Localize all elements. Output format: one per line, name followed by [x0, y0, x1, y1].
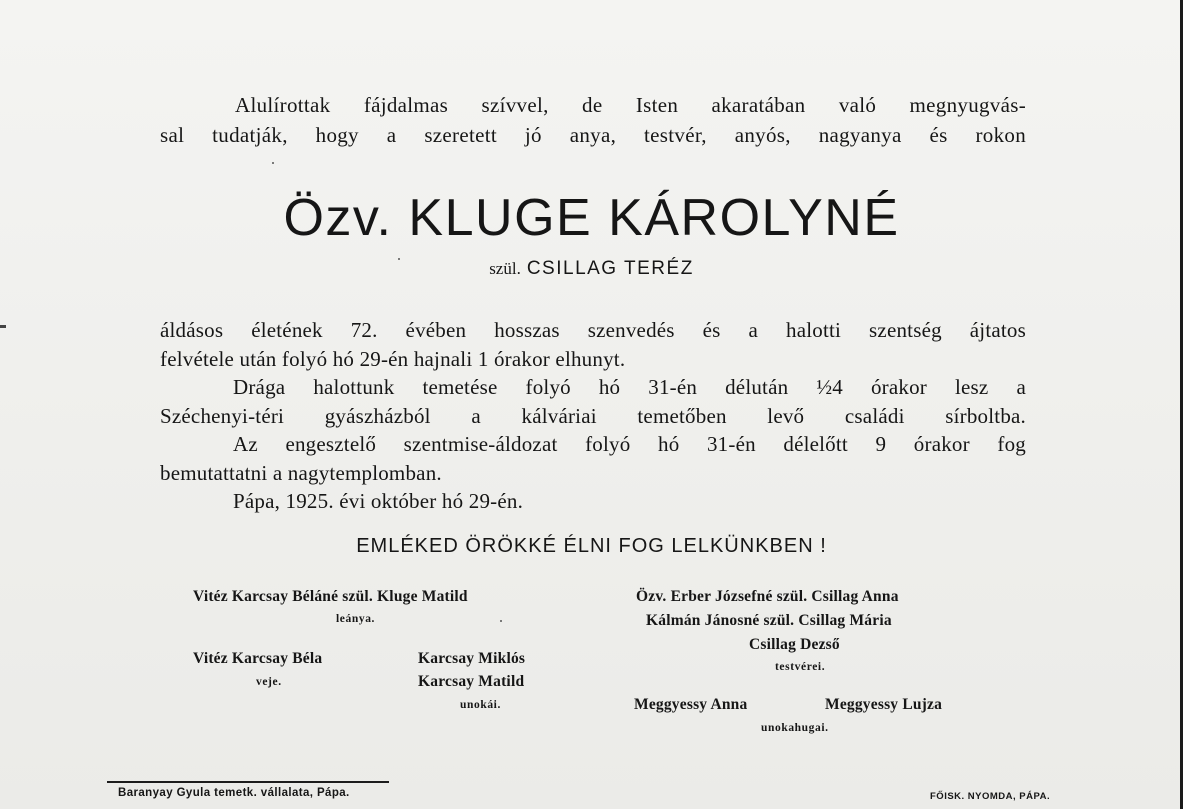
maiden-name-line [0, 258, 1183, 280]
undertaker-imprint: Baranyay Gyula temetk. vállalata, Pápa. [118, 787, 350, 799]
body-line-5: Az engesztelő szentmise-áldozat folyó hó 31-én délelőtt 9 órakor fog [233, 432, 1026, 456]
signatory-son-in-law: Vitéz Karcsay Béla [193, 650, 323, 667]
signatory-grandchild-2: Karcsay Matild [418, 673, 525, 690]
relation-daughter: leánya. [336, 613, 376, 625]
signatory-grandniece-1: Meggyessy Anna [634, 696, 748, 713]
maiden-name: CSILLAG TERÉZ [526, 258, 694, 279]
scan-mark [0, 325, 6, 328]
maiden-prefix: szül. [489, 259, 521, 278]
signatory-sibling-3: Csillag Dezső [749, 636, 840, 653]
motto: EMLÉKED ÖRÖKKÉ ÉLNI FOG LELKÜNKBEN ! [356, 535, 827, 557]
relation-siblings: testvérei. [775, 661, 826, 673]
footer-rule [107, 781, 389, 783]
relation-son-in-law: veje. [256, 676, 282, 688]
signatory-daughter: Vitéz Karcsay Béláné szül. Kluge Matild [193, 588, 468, 605]
body-line-6: bemutattatni a nagytemplomban. [160, 460, 442, 485]
scan-speck [272, 162, 274, 164]
announcement-body [160, 316, 1026, 516]
printer-imprint: FŐISK. NYOMDA, PÁPA. [930, 791, 1051, 802]
relation-grandnieces: unokahugai. [761, 722, 829, 734]
body-line-2: felvétele után folyó hó 29-én hajnali 1 órakor elhunyt. [160, 346, 626, 371]
intro-line-2: sal tudatják, hogy a szeretett jó anya, testvér, anyós, nagyanya és rokon [160, 123, 1026, 147]
signatory-sibling-1: Özv. Erber Józsefné szül. Csillag Anna [636, 588, 899, 605]
signatory-grandchild-1: Karcsay Miklós [418, 650, 526, 667]
intro-line-1: Alulírottak fájdalmas szívvel, de Isten akaratában való megnyugvás- [235, 93, 1026, 117]
body-line-1: áldásos életének 72. évében hosszas szenvedés és a halotti szentség ájtatos [160, 318, 1026, 342]
body-line-7: Pápa, 1925. évi október hó 29-én. [233, 489, 524, 513]
relation-grandchildren: unokái. [460, 699, 501, 711]
scan-speck [500, 620, 502, 622]
deceased-name: Özv. KLUGE KÁROLYNÉ [283, 189, 900, 247]
body-line-4: Széchenyi-téri gyászházból a kálváriai temetőben levő családi sírboltba. [160, 403, 1026, 428]
scan-speck [398, 258, 400, 260]
signatory-grandniece-2: Meggyessy Lujza [825, 696, 943, 713]
body-line-3: Drága halottunk temetése folyó hó 31-én délután ½4 órakor lesz a [233, 375, 1026, 399]
signatory-sibling-2: Kálmán Jánosné szül. Csillag Mária [646, 612, 892, 629]
